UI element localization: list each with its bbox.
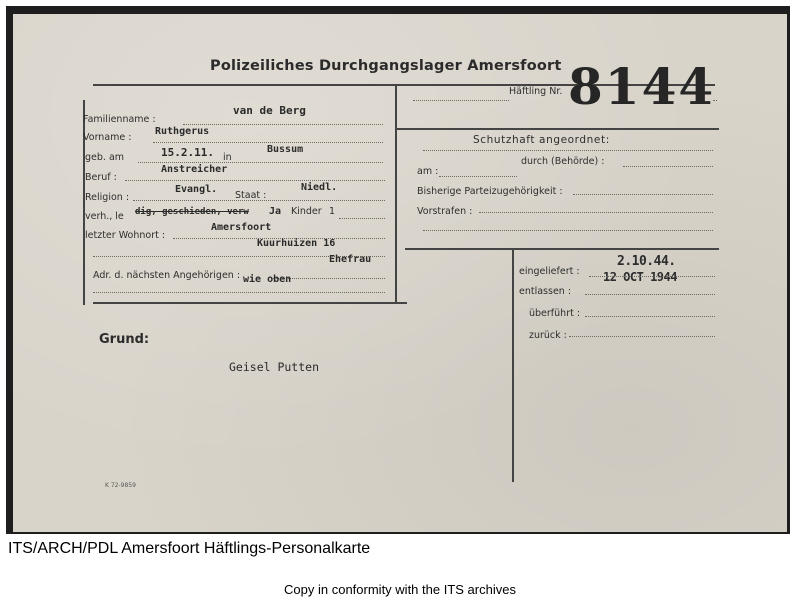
schutzhaft-top-rule (397, 128, 719, 130)
print-code: K 72-9859 (105, 482, 136, 489)
vorstrafen-label: Vorstrafen : (417, 206, 473, 217)
kinder-value: 1 (329, 206, 336, 217)
personal-box-bottom (93, 302, 407, 304)
source-caption: ITS/ARCH/PDL Amersfoort Häftlings-Personalkarte (8, 540, 371, 557)
vorname-label: Vorname : (83, 132, 132, 143)
wohnort-value-2: Kuurhuizen 16 (257, 238, 336, 249)
angehoerige-value: wie oben (243, 274, 292, 285)
schutzhaft-heading: Schutzhaft angeordnet: (473, 134, 610, 146)
grund-value: Geisel Putten (229, 360, 320, 374)
staat-value: Niedl. (301, 182, 338, 193)
prisoner-number: 8144 (568, 57, 716, 116)
religion-value: Evangl. (175, 184, 218, 195)
vorname-value: Ruthgerus (155, 126, 210, 137)
zurueck-label: zurück : (529, 330, 567, 341)
entlassen-label: entlassen : (519, 286, 572, 297)
conformity-caption: Copy in conformity with the ITS archives (284, 582, 516, 597)
eingeliefert-date: 2.10.44. (617, 254, 676, 269)
index-card (13, 14, 787, 532)
grund-label: Grund: (99, 332, 150, 347)
eingeliefert-stamp: 12 OCT 1944 (603, 270, 677, 284)
verh-label: verh., le (85, 211, 124, 222)
ueberfuehrt-label: überführt : (529, 308, 581, 319)
wohnort-label: letzter Wohnort : (85, 230, 166, 241)
geb-in-label: in (223, 152, 232, 163)
verh-value: Ja (269, 206, 282, 217)
beruf-label: Beruf : (85, 172, 117, 183)
geb-value: 15.2.11. (161, 146, 214, 159)
beruf-value: Anstreicher (161, 164, 228, 175)
personal-box-right (395, 84, 397, 304)
wohnort-value: Amersfoort (211, 222, 272, 233)
eingeliefert-label: eingeliefert : (519, 266, 580, 277)
card-title: Polizeiliches Durchgangslager Amersfoort (210, 58, 562, 74)
familienname-label: Familienname : (83, 114, 156, 125)
angehoerige-relation: Ehefrau (329, 254, 372, 265)
kinder-label: Kinder (291, 206, 322, 217)
geb-label: geb. am (85, 152, 125, 163)
schutzhaft-bottom-rule (405, 248, 719, 250)
schutzhaft-durch-label: durch (Behörde) : (521, 156, 605, 167)
geb-ort-value: Bussum (267, 144, 304, 155)
staat-label: Staat : (235, 190, 267, 201)
familienname-value: van de Berg (233, 104, 306, 117)
angehoerige-label: Adr. d. nächsten Angehörigen : (93, 270, 241, 281)
schutzhaft-am-label: am : (417, 166, 439, 177)
religion-label: Religion : (85, 192, 130, 203)
partei-label: Bisherige Parteizugehörigkeit : (417, 186, 563, 197)
prisoner-number-label: Häftling Nr. (509, 86, 563, 97)
movement-vertical-rule (512, 250, 514, 482)
verh-struck-options: dig, geschieden, verw (135, 207, 249, 217)
